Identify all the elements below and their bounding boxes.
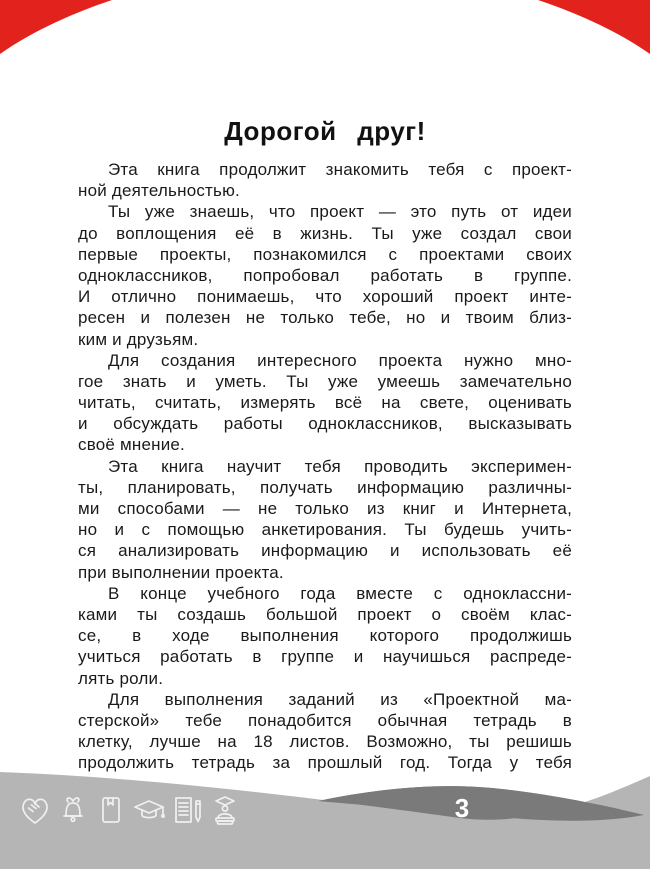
text-line: И отлично понимаешь, что хороший проект инте- [78, 287, 572, 307]
graduation-cap-icon [132, 793, 166, 827]
paragraph [78, 201, 572, 349]
text-line: ками ты создашь большой проект о своём клас- [78, 604, 572, 624]
corner-ribbon-right [532, 0, 650, 58]
paragraph [78, 689, 572, 774]
text-line: ной деятельностью. [78, 181, 240, 201]
page-number: 3 [454, 793, 470, 823]
handshake-icon [18, 793, 52, 827]
text-line: ресен и полезен не только тебе, но и твоим близ- [78, 308, 572, 328]
text-line: Эта книга научит тебя проводить эксперимен- [108, 456, 572, 476]
text-line: ты, планировать, получать информацию различны- [78, 477, 572, 497]
paragraph [78, 456, 572, 583]
text-line: лять роли. [78, 668, 164, 688]
text-line: гое знать и уметь. Ты уже умеешь замечательно [78, 371, 572, 391]
text-line: стерской» тебе понадобится обычная тетрадь в [78, 710, 572, 730]
paragraph [78, 350, 572, 456]
text-line: В конце учебного года вместе с одноклассни- [108, 583, 572, 603]
paragraph [78, 159, 572, 201]
page-footer [0, 769, 650, 869]
text-line: Эта книга продолжит знакомить тебя с проект- [108, 160, 572, 179]
text-line: се, в ходе выполнения которого продолжишь [78, 626, 572, 646]
text-line: и обсуждать работы одноклассников, высказывать [78, 414, 572, 434]
text-line: ким и друзьям. [78, 329, 199, 349]
page-title: Дорогой друг! [224, 116, 426, 146]
text-line: ся анализировать информацию и использовать её [78, 541, 572, 561]
text-line: но и с помощью анкетирования. Ты будешь учить- [78, 520, 572, 540]
text-line: до воплощения её в жизнь. Ты уже создал свои [78, 223, 572, 243]
text-line: продолжить тетрадь за прошлый год. Тогда у тебя [78, 753, 572, 773]
text-line: своё мнение. [78, 435, 185, 455]
text-line: Для создания интересного проекта нужно мно- [108, 350, 572, 370]
text-line: учиться работать в группе и научишься распреде- [78, 647, 572, 667]
corner-ribbon-left [0, 0, 118, 58]
text-line: Для выполнения заданий из «Проектной ма- [108, 689, 572, 709]
text-line: первые проекты, познакомился с проектами своих [78, 244, 572, 264]
text-line: при выполнении проекта. [78, 562, 284, 582]
text-line: одноклассников, попробовал работать в группе. [78, 265, 572, 285]
text-line: читать, считать, измерять всё на свете, оценивать [78, 393, 572, 413]
text-line: клетку, лучше на 18 листов. Возможно, ты решишь [78, 732, 572, 752]
text-line: Ты уже знаешь, что проект — это путь от идеи [108, 202, 572, 222]
text-line: ми способами — не только из книг и Интернета, [78, 499, 572, 518]
notebook-icon [94, 793, 128, 827]
bell-icon [56, 793, 90, 827]
page-body [78, 116, 572, 773]
paragraph [78, 583, 572, 689]
footer-icon-row [18, 793, 242, 827]
graduate-icon [208, 793, 242, 827]
document-pen-icon [170, 793, 204, 827]
